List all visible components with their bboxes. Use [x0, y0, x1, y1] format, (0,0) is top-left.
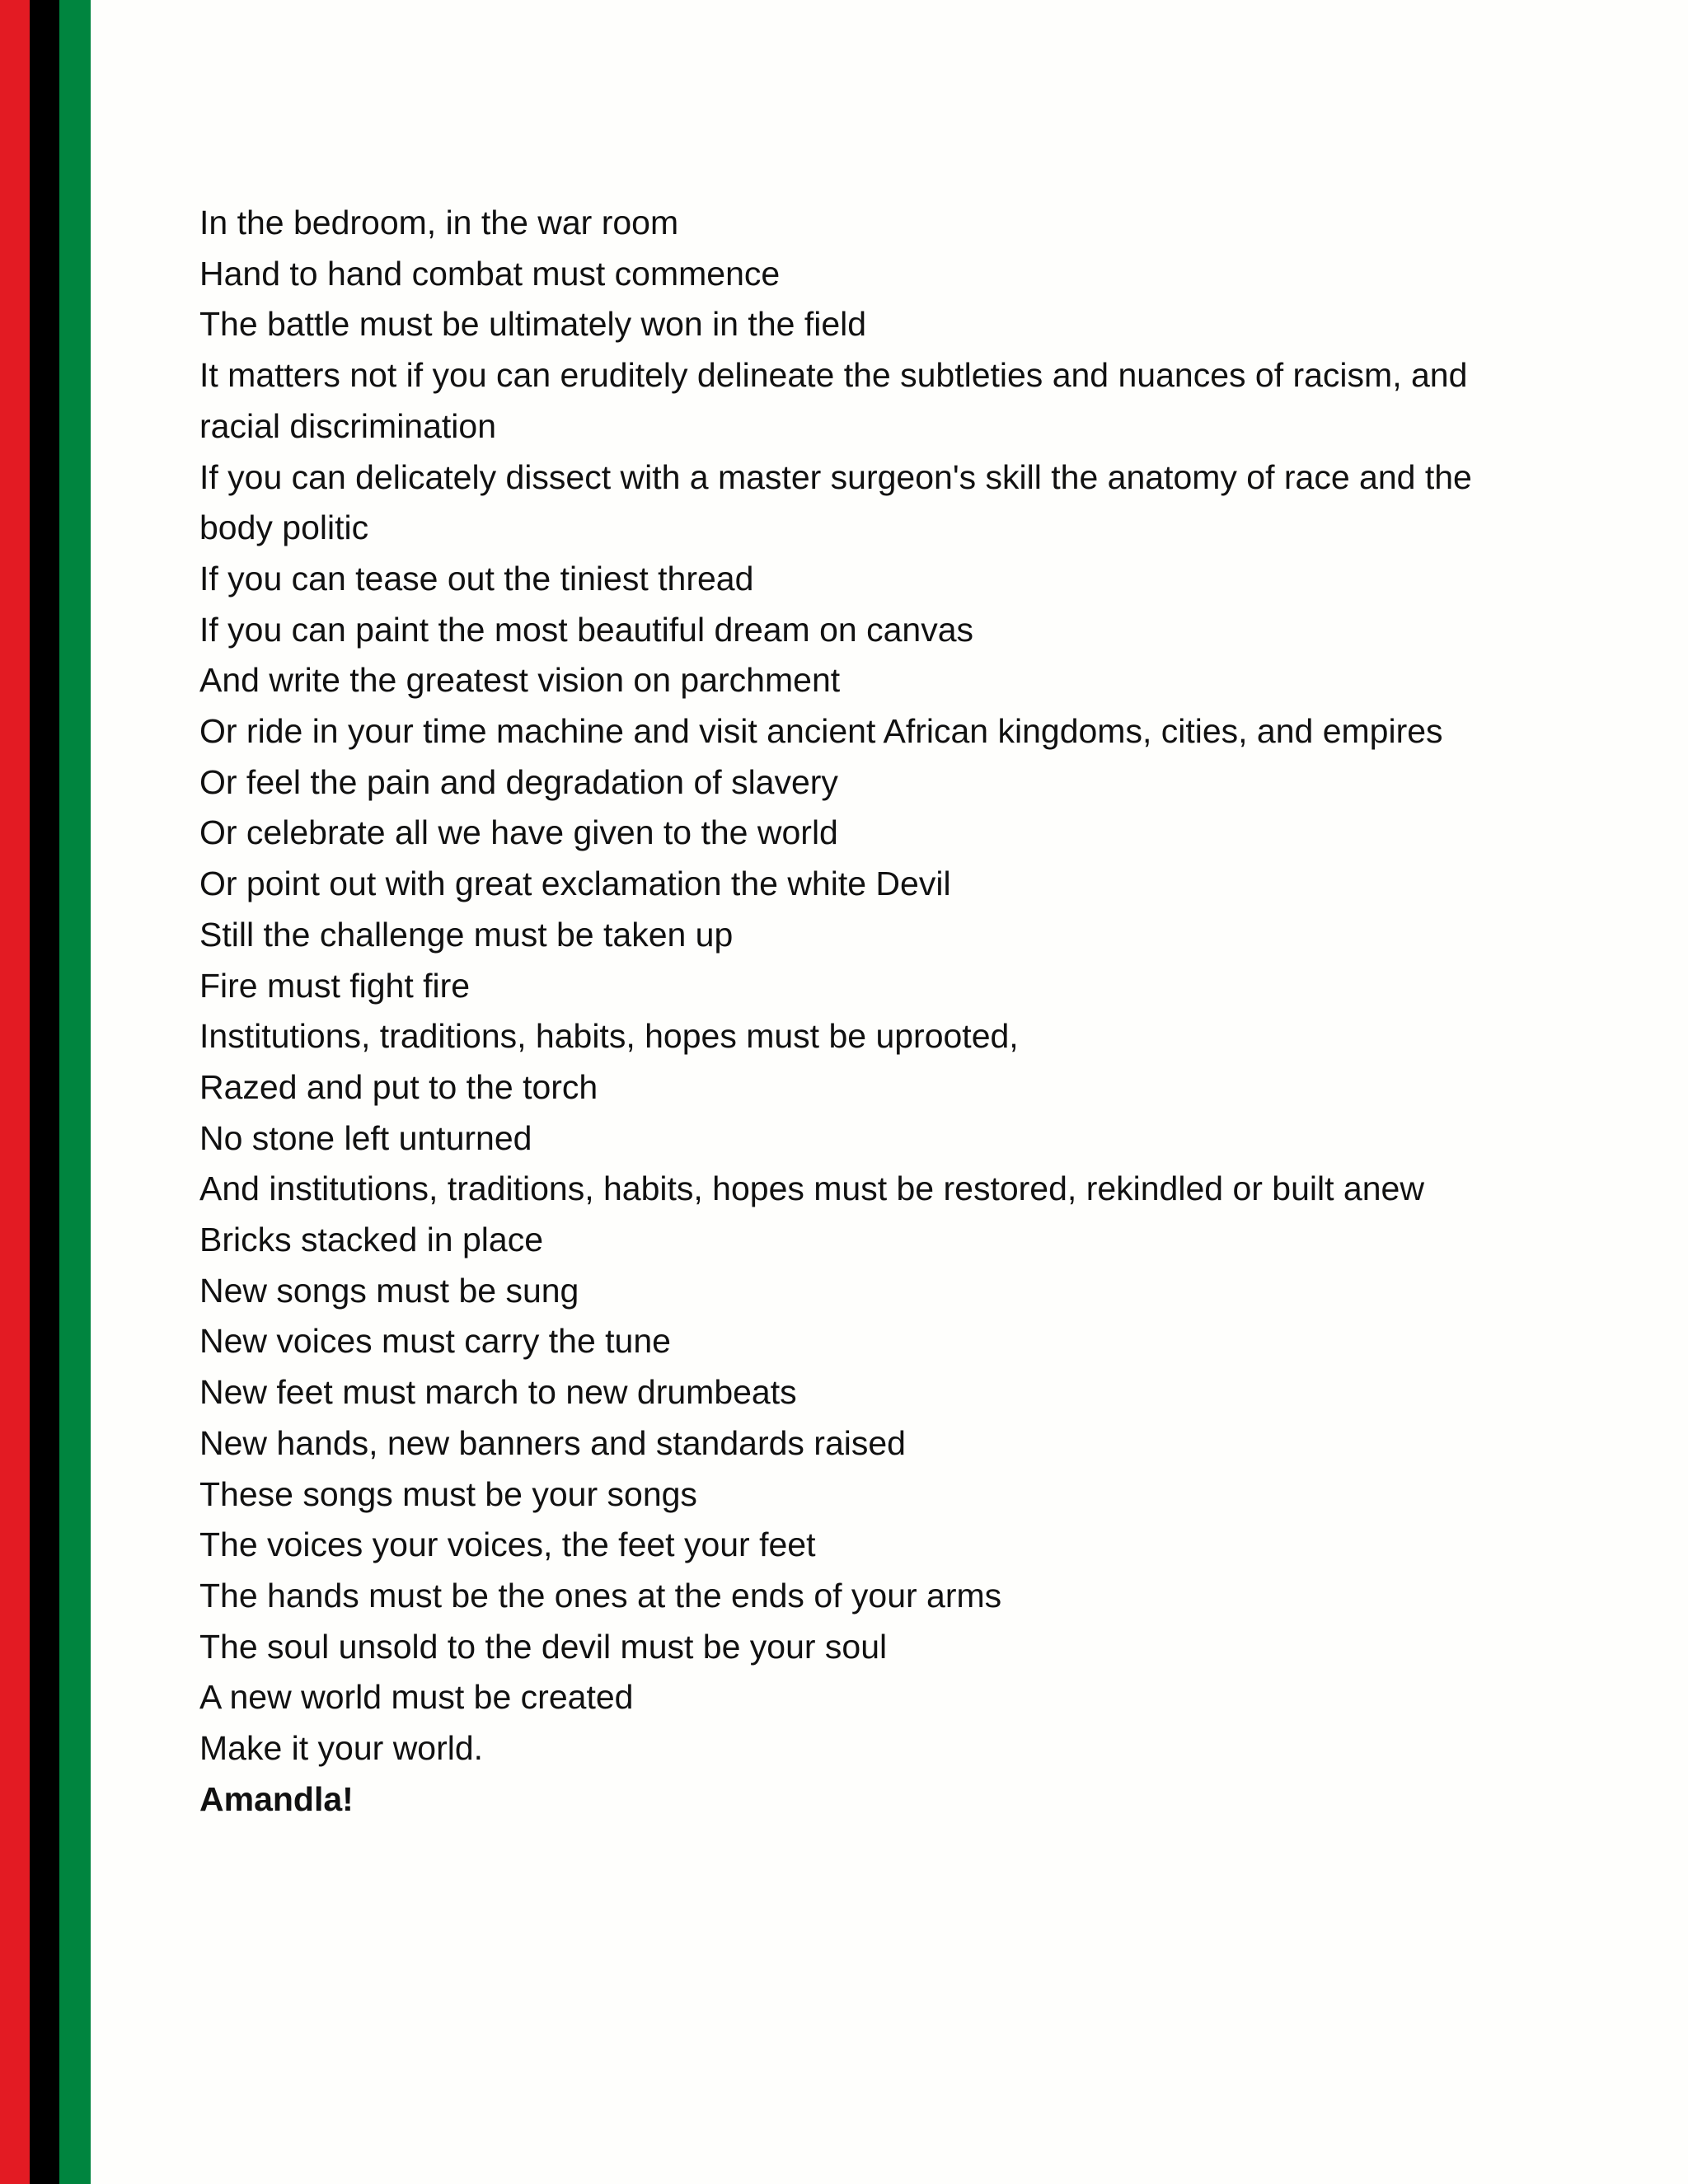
poem-line: Or ride in your time machine and visit ancient African kingdoms, cities, and empires [199, 712, 1443, 751]
flag-stripes [0, 0, 91, 2184]
poem-line: If you can tease out the tiniest thread [199, 559, 754, 598]
poem-closing-line: Amandla! [199, 1779, 354, 1818]
poem-line: Bricks stacked in place [199, 1221, 544, 1259]
poem-line: New feet must march to new drumbeats [199, 1373, 797, 1412]
poem-line: Or point out with great exclamation the white Devil [199, 865, 951, 903]
poem-line: Or celebrate all we have given to the world [199, 813, 838, 852]
poem-line: In the bedroom, in the war room [199, 204, 679, 241]
poem-line: If you can paint the most beautiful dream on canvas [199, 610, 973, 649]
poem-line: Razed and put to the torch [199, 1067, 598, 1106]
poem-line: No stone left unturned [199, 1118, 532, 1157]
poem-line: Make it your world. [199, 1729, 484, 1768]
poem-line: The soul unsold to the devil must be your soul [199, 1627, 888, 1666]
black-stripe [30, 0, 59, 2184]
poem-line: New voices must carry the tune [199, 1322, 671, 1361]
poem-body [199, 198, 1485, 1825]
poem-line: It matters not if you can eruditely delineate the subtleties and nuances of racism, and racial discrimination [199, 356, 1468, 445]
poem-line: Institutions, traditions, habits, hopes must be uprooted, [199, 1017, 1019, 1056]
poem-line: The battle must be ultimately won in the field [199, 305, 867, 344]
poem-line: New hands, new banners and standards raised [199, 1423, 906, 1462]
poem-line: A new world must be created [199, 1678, 634, 1717]
poem-line: Or feel the pain and degradation of slavery [199, 762, 838, 801]
poem-line: Still the challenge must be taken up [199, 915, 734, 954]
poem-line: Fire must fight fire [199, 966, 471, 1005]
poem-line: The voices your voices, the feet your feet [199, 1526, 816, 1564]
red-stripe [0, 0, 30, 2184]
poem-line: If you can delicately dissect with a master surgeon's skill the anatomy of race and the body politic [199, 457, 1472, 547]
poem-line: And write the greatest vision on parchment [199, 661, 841, 700]
poem-line: New songs must be sung [199, 1271, 579, 1310]
poem-line: The hands must be the ones at the ends of your arms [199, 1576, 1002, 1615]
green-stripe [59, 0, 91, 2184]
poem-line: These songs must be your songs [199, 1474, 697, 1513]
poem-line: Hand to hand combat must commence [199, 254, 781, 293]
poem-line: And institutions, traditions, habits, hopes must be restored, rekindled or built anew [199, 1169, 1424, 1208]
